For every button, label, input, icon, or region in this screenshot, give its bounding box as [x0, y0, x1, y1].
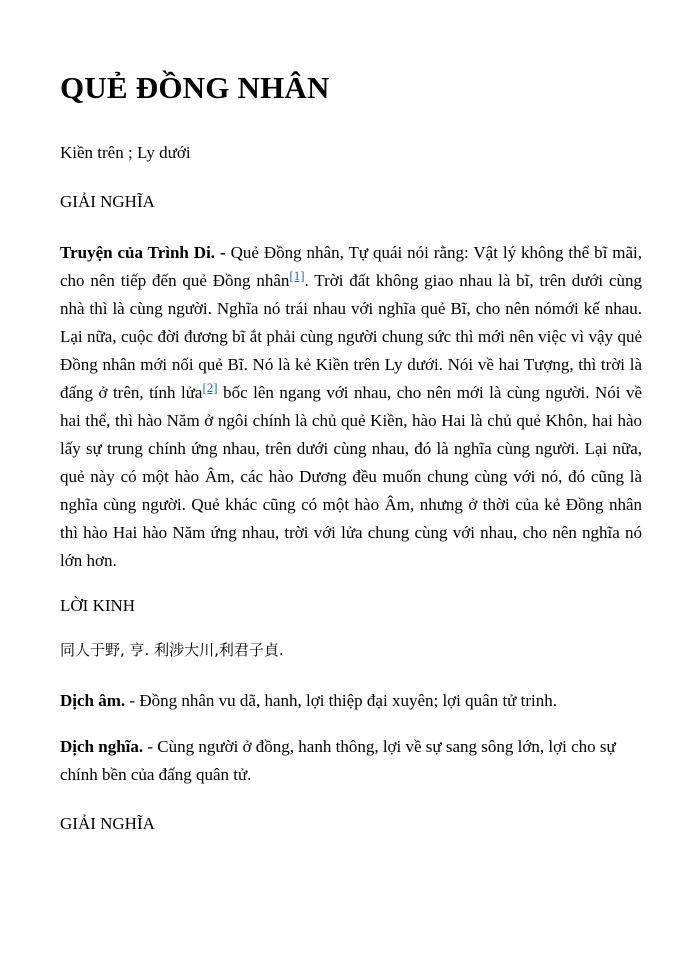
commentary-label: Truyện của Trình Di. - [60, 243, 226, 262]
section-heading-giai-nghia-2: GIẢI NGHĨA [60, 814, 155, 833]
footnote-link-2[interactable]: [2] [202, 380, 218, 395]
commentary-text-c: bốc lên ngang với nhau, cho nên mới là cùng người. Nói về hai thể, thì hào Năm ở ngôi chính là chủ quẻ Kiền, hào Hai là chủ quẻ Khôn, hai hào lấy sự trung chính ứng nhau, trên dưới cùng nhau, đó là nghĩa cùng người. Lại nữa, quẻ này có một hào Âm, các hào Dương đều muốn chung cùng với nó, đó cũng là nghĩa cùng người. Quẻ khác cũng có một hào Âm, nhưng ở thời của kẻ Đồng nhân thì hào Hai hào Năm ứng nhau, trời với lửa chung cùng với nhau, cho nên nghĩa nó lớn hơn. [60, 383, 642, 570]
chinese-text: 同人于野, 亨. 利涉大川,利君子貞. [60, 641, 284, 659]
dich-am-paragraph [60, 687, 642, 715]
commentary-paragraph [60, 239, 642, 575]
dich-am-text: - Đồng nhân vu dã, hanh, lợi thiệp đại xuyên; lợi quân tử trinh. [125, 691, 557, 710]
page-title: QUẺ ĐỒNG NHÂN [60, 70, 330, 105]
subtitle: Kiền trên ; Ly dưới [60, 143, 191, 162]
dich-am-label: Dịch âm. [60, 691, 126, 710]
dich-nghia-paragraph [60, 733, 642, 789]
dich-nghia-text: - Cùng người ở đồng, hanh thông, lợi về sự sang sông lớn, lợi cho sự chính bền của đấng quân tử. [60, 737, 616, 784]
dich-nghia-label: Dịch nghĩa. [60, 737, 144, 756]
section-heading-giai-nghia: GIẢI NGHĨA [60, 192, 155, 211]
commentary-text-a: Quẻ Đồng nhân, Tự quái nói rằng: Vật lý không thể bĩ mãi, cho nên tiếp đến quẻ Đồng nhân [60, 243, 643, 290]
footnote-link-1[interactable]: [1] [289, 268, 305, 283]
section-heading-loi-kinh: LỜI KINH [60, 596, 136, 615]
commentary-text-b: . Trời đất không giao nhau là bĩ, trên dưới cùng nhà thì là cùng người. Nghĩa nó trái nhau với nghĩa quẻ Bĩ, cho nên nómới kế nhau. Lại nữa, cuộc đời đương bĩ ắt phải cùng người chung sức thì mới nên việc vì vậy quẻ Đồng nhân mới nối quẻ Bĩ. Nó là kẻ Kiền trên Ly dưới. Nói về hai Tượng, thì trời là đấng ở trên, tính lửa [60, 271, 642, 402]
